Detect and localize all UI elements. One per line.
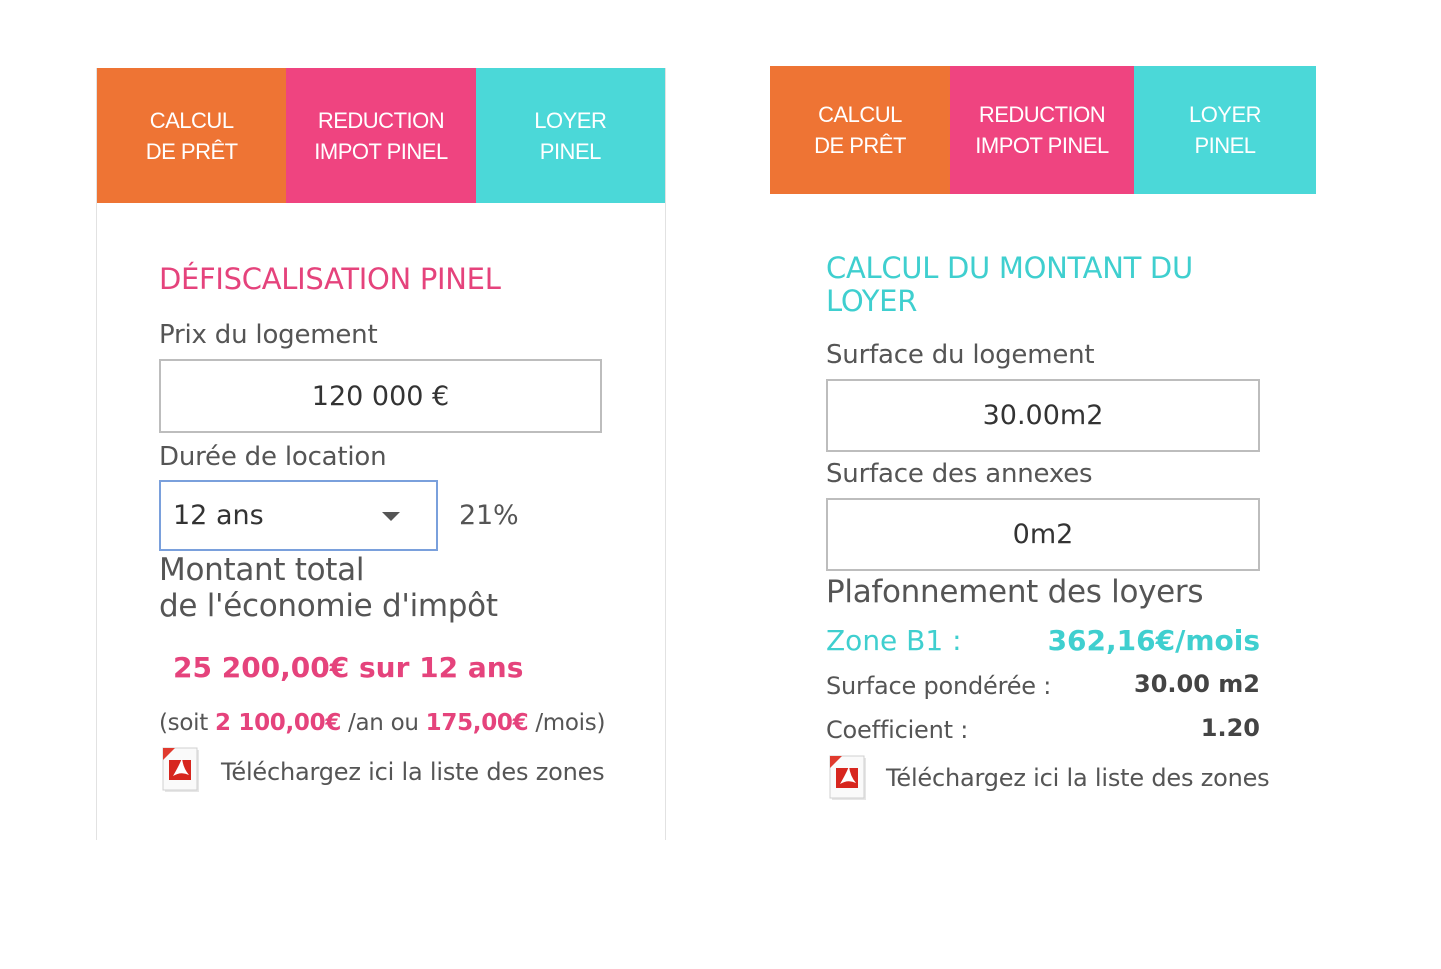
duration-select[interactable] [159, 480, 438, 551]
savings-detail [159, 710, 605, 736]
tab-label-line2: DE PRÊT [814, 133, 906, 158]
surface-label: Surface du logement [826, 340, 1095, 370]
yearly-amount: 2 100,00€ [214, 710, 342, 736]
tab-tax-reduction[interactable] [286, 68, 475, 203]
download-zones-text: Téléchargez ici la liste des zones [221, 758, 605, 786]
zone-rent-value: 362,16€/mois [1047, 624, 1260, 657]
tab-label-line2: IMPOT PINEL [975, 133, 1109, 158]
tab-label-line1: CALCUL [818, 102, 902, 127]
duration-selected-value: 12 ans [173, 500, 264, 531]
total-label-line1: Montant total [159, 552, 365, 588]
page-title [826, 252, 1193, 318]
annex-input[interactable] [826, 498, 1260, 571]
monthly-amount: 175,00€ [425, 710, 529, 736]
title-line2: LOYER [826, 284, 918, 318]
annex-label: Surface des annexes [826, 459, 1093, 489]
price-input[interactable] [159, 359, 602, 433]
tab-bar [770, 66, 1316, 194]
title-line1: CALCUL DU MONTANT DU [826, 251, 1193, 285]
weighted-surface-label: Surface pondérée : [826, 672, 1052, 700]
rate-value: 21% [459, 500, 519, 531]
pinel-tax-panel [96, 68, 666, 840]
tab-label-line1: REDUCTION [317, 107, 445, 133]
tab-rent[interactable] [476, 68, 665, 203]
duration-label: Durée de location [159, 442, 387, 472]
tab-label-line1: LOYER [534, 107, 607, 133]
tab-tax-reduction[interactable] [950, 66, 1134, 194]
tab-label-line1: LOYER [1188, 102, 1262, 127]
pdf-icon [826, 752, 870, 802]
total-savings-amount: 25 200,00€ sur 12 ans [173, 651, 524, 684]
tab-label-line2: PINEL [1194, 133, 1256, 158]
tab-label-line2: PINEL [539, 138, 601, 164]
price-label: Prix du logement [159, 320, 378, 350]
zone-label: Zone B1 : [826, 624, 962, 657]
detail-middle: /an ou [348, 710, 419, 736]
detail-suffix: /mois) [535, 710, 606, 736]
download-zones-text: Téléchargez ici la liste des zones [886, 764, 1270, 792]
pinel-rent-panel [770, 66, 1316, 826]
download-zones-link[interactable] [159, 744, 639, 800]
total-label-line2: de l'économie d'impôt [159, 588, 498, 624]
tab-label-line2: DE PRÊT [145, 138, 238, 164]
tab-loan-calc[interactable] [97, 68, 286, 203]
surface-value: 30.00m2 [982, 400, 1104, 431]
pdf-icon [159, 744, 203, 794]
coefficient-value: 1.20 [1200, 714, 1260, 742]
chevron-down-icon [382, 512, 400, 521]
tab-loan-calc[interactable] [770, 66, 950, 194]
page-title: DÉFISCALISATION PINEL [159, 262, 501, 296]
download-zones-link[interactable] [826, 752, 1296, 808]
tab-rent[interactable] [1134, 66, 1316, 194]
surface-input[interactable] [826, 379, 1260, 452]
detail-prefix: (soit [159, 710, 208, 736]
total-savings-label [159, 552, 498, 624]
tab-label-line2: IMPOT PINEL [314, 138, 448, 164]
annex-value: 0m2 [1012, 519, 1074, 550]
tab-label-line1: REDUCTION [978, 102, 1106, 127]
price-value: 120 000 € [311, 380, 450, 412]
weighted-surface-value: 30.00 m2 [1134, 670, 1260, 698]
coefficient-label: Coefficient : [826, 716, 969, 744]
tab-label-line1: CALCUL [149, 107, 234, 133]
tab-bar [97, 68, 665, 203]
ceiling-label: Plafonnement des loyers [826, 574, 1204, 610]
